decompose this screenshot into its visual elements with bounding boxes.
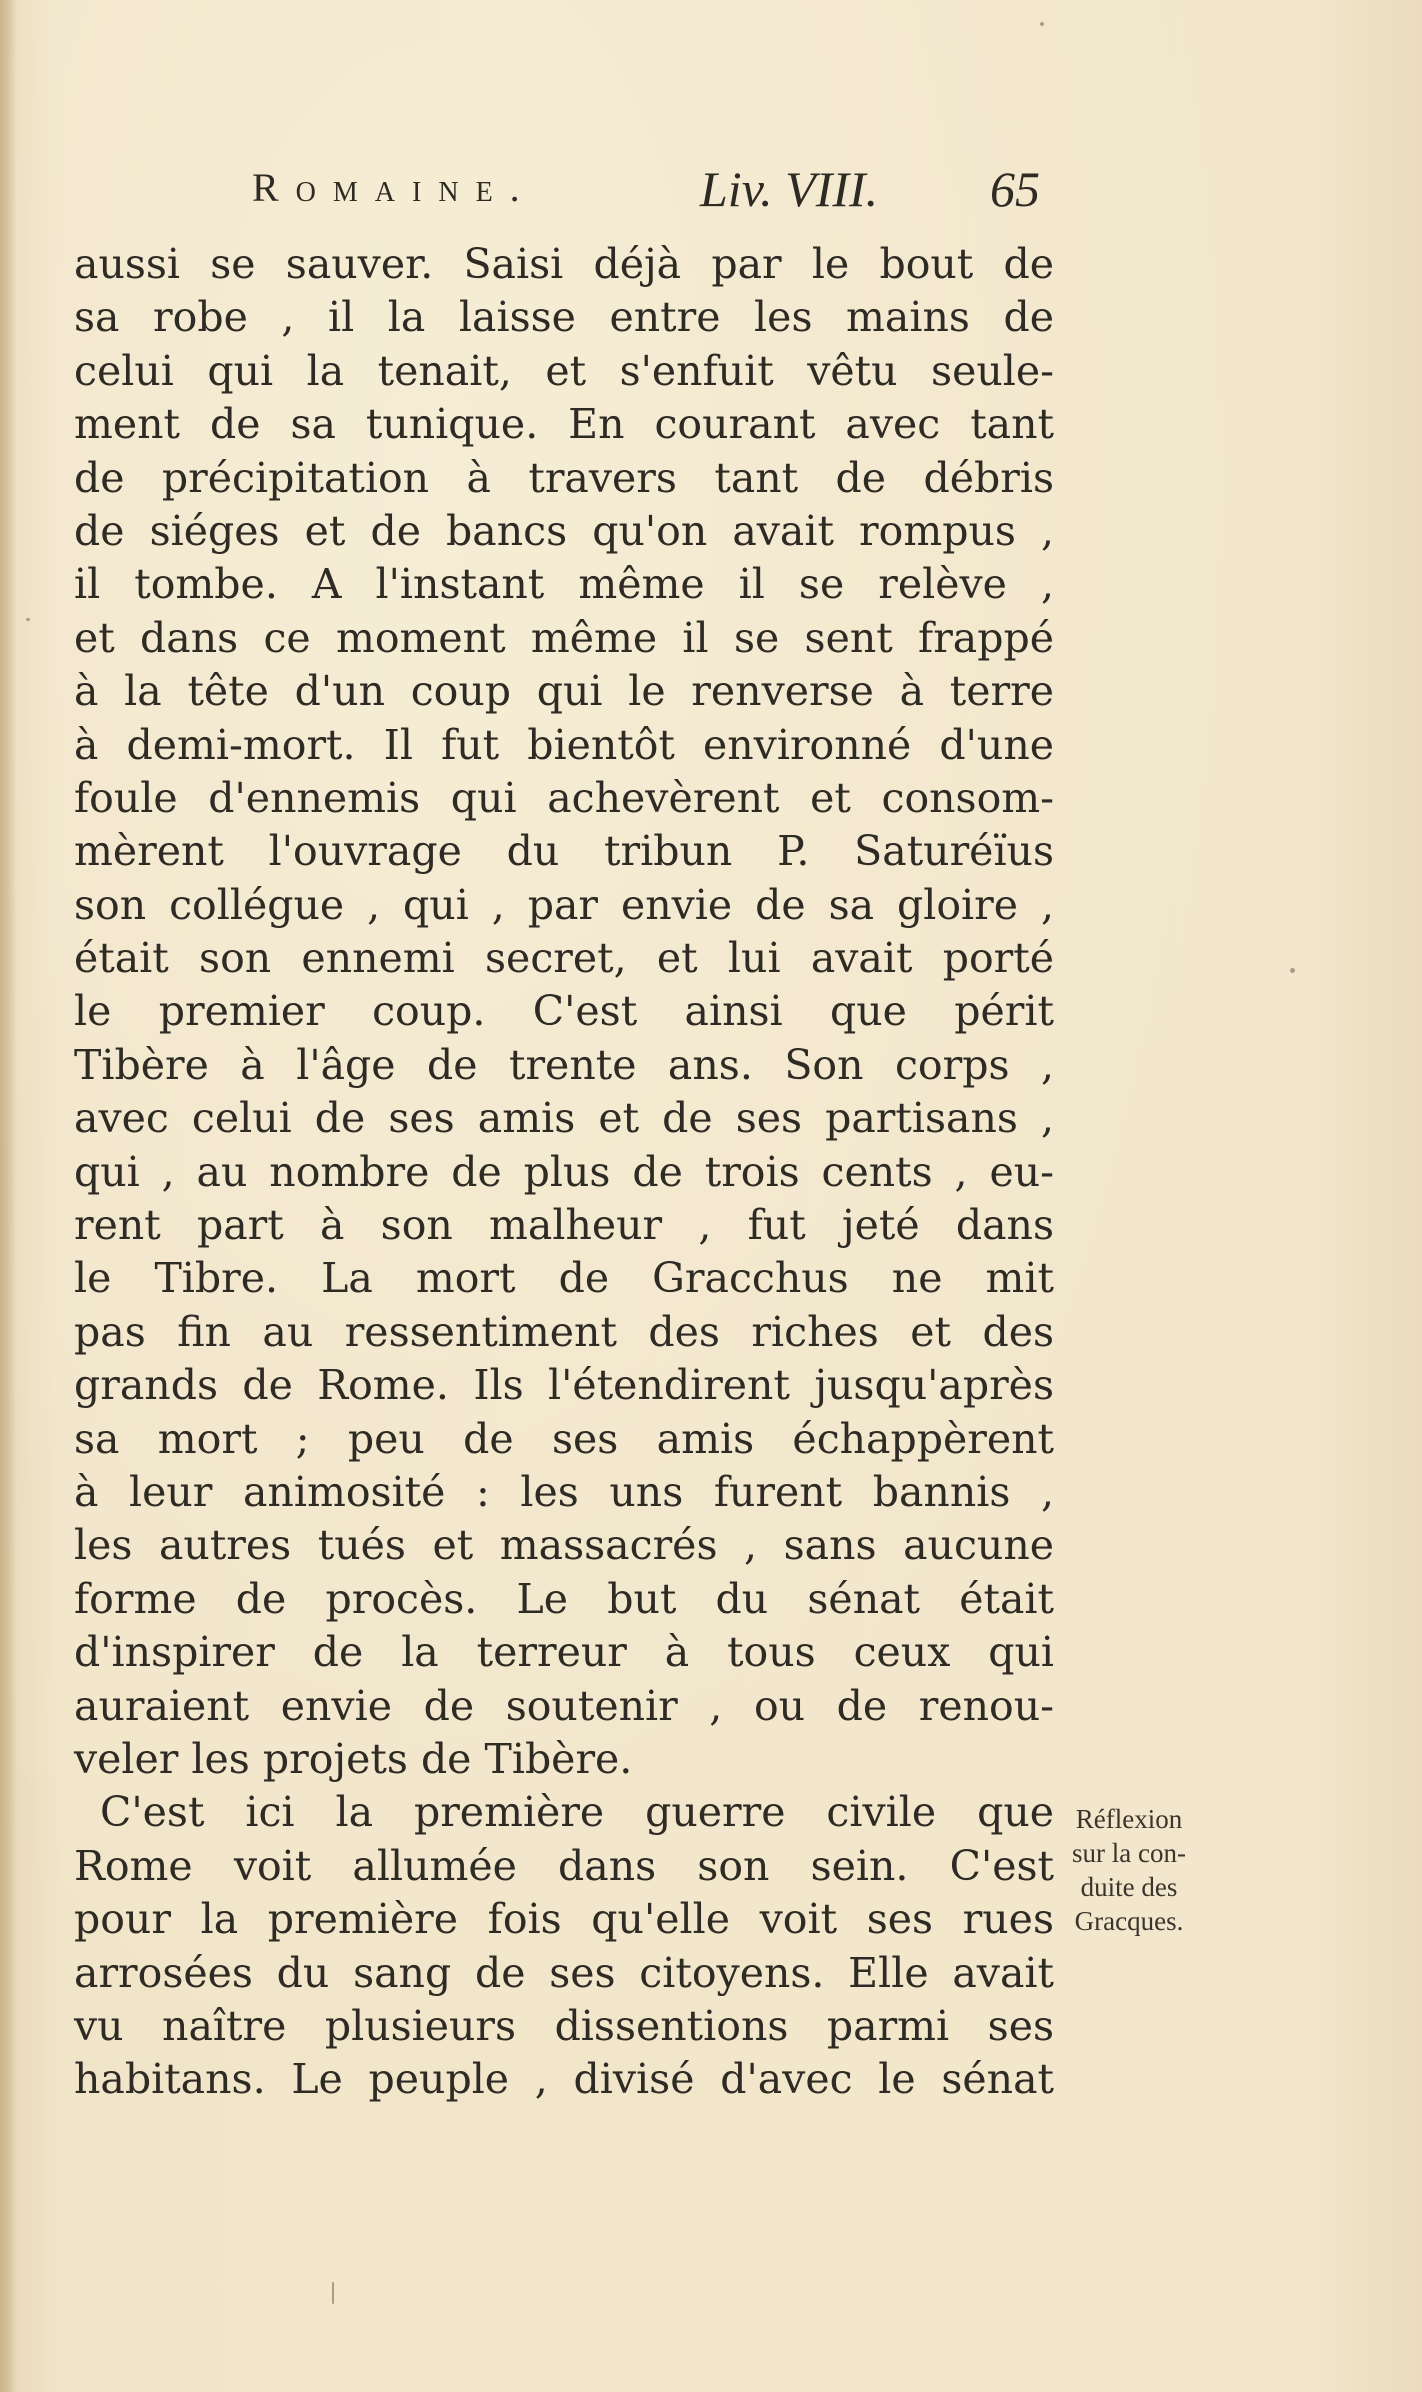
text-line: était son ennemi secret, et lui avait porté bbox=[74, 934, 1054, 983]
text-line: foule d'ennemis qui achevèrent et consom- bbox=[74, 773, 1054, 822]
text-line: son collégue , qui , par envie de sa gloire , bbox=[74, 880, 1054, 929]
paper-speck bbox=[1040, 22, 1044, 26]
book-reference: Liv. VIII. bbox=[700, 161, 879, 217]
text-line: mèrent l'ouvrage du tribun P. Saturéïus bbox=[74, 827, 1054, 876]
text-line: à demi-mort. Il fut bientôt environné d'une bbox=[74, 720, 1054, 769]
paper-speck bbox=[26, 618, 30, 621]
marginal-note bbox=[1040, 1802, 1218, 1938]
marginal-note-line: sur la con- bbox=[1072, 1838, 1186, 1868]
text-line: le Tibre. La mort de Gracchus ne mit bbox=[74, 1254, 1054, 1303]
text-line: celui qui la tenait, et s'enfuit vêtu seule- bbox=[74, 346, 1054, 395]
text-line: grands de Rome. Ils l'étendirent jusqu'après bbox=[74, 1361, 1054, 1410]
text-line: avec celui de ses amis et de ses partisans , bbox=[74, 1094, 1054, 1143]
text-line: de siéges et de bancs qu'on avait rompus , bbox=[74, 506, 1054, 555]
text-line: aussi se sauver. Saisi déjà par le bout de bbox=[74, 240, 1054, 288]
page-number: 65 bbox=[990, 161, 1040, 217]
text-line: habitans. Le peuple , divisé d'avec le sénat bbox=[74, 2055, 1054, 2104]
text-line: et dans ce moment même il se sent frappé bbox=[74, 613, 1054, 662]
text-line: vu naître plusieurs dissentions parmi ses bbox=[74, 2001, 1054, 2050]
text-line: sa mort ; peu de ses amis échappèrent bbox=[74, 1414, 1054, 1463]
main-text bbox=[74, 238, 1054, 2107]
text-line: pour la première fois qu'elle voit ses rues bbox=[74, 1895, 1054, 1944]
running-title: Romaine. bbox=[252, 165, 537, 210]
text-line: forme de procès. Le but du sénat était bbox=[74, 1574, 1054, 1623]
text-line: pas fin au ressentiment des riches et des bbox=[74, 1307, 1054, 1356]
text-line: rent part à son malheur , fut jeté dans bbox=[74, 1201, 1054, 1250]
marginal-note-line: duite des bbox=[1080, 1872, 1178, 1902]
text-line: Rome voit allumée dans son sein. C'est bbox=[74, 1841, 1054, 1890]
text-line: à leur animosité : les uns furent bannis , bbox=[74, 1467, 1054, 1516]
text-line: qui , au nombre de plus de trois cents , eu- bbox=[74, 1147, 1054, 1196]
running-header bbox=[252, 160, 1072, 230]
text-line: sa robe , il la laisse entre les mains de bbox=[74, 293, 1054, 342]
marginal-note-line: Réflexion bbox=[1075, 1804, 1183, 1834]
binding-edge bbox=[0, 0, 16, 2392]
text-line: de précipitation à travers tant de débris bbox=[74, 453, 1054, 502]
text-line: Tibère à l'âge de trente ans. Son corps , bbox=[74, 1040, 1054, 1089]
paragraph-end-line: veler les projets de Tibère. bbox=[74, 1734, 633, 1783]
text-line: le premier coup. C'est ainsi que périt bbox=[74, 987, 1054, 1036]
paper-speck bbox=[332, 2282, 334, 2304]
marginal-note-line: Gracques. bbox=[1074, 1906, 1184, 1936]
text-line: auraient envie de soutenir , ou de renou- bbox=[74, 1681, 1054, 1730]
text-line: les autres tués et massacrés , sans aucune bbox=[74, 1521, 1054, 1570]
text-line: arrosées du sang de ses citoyens. Elle avait bbox=[74, 1948, 1054, 1997]
paragraph-start-line: C'est ici la première guerre civile que bbox=[100, 1788, 1054, 1837]
text-line: d'inspirer de la terreur à tous ceux qui bbox=[74, 1628, 1054, 1677]
text-line: ment de sa tunique. En courant avec tant bbox=[74, 400, 1054, 449]
paper-speck bbox=[1290, 968, 1295, 973]
text-line: à la tête d'un coup qui le renverse à terre bbox=[74, 667, 1054, 716]
text-line: il tombe. A l'instant même il se relève , bbox=[74, 560, 1054, 609]
